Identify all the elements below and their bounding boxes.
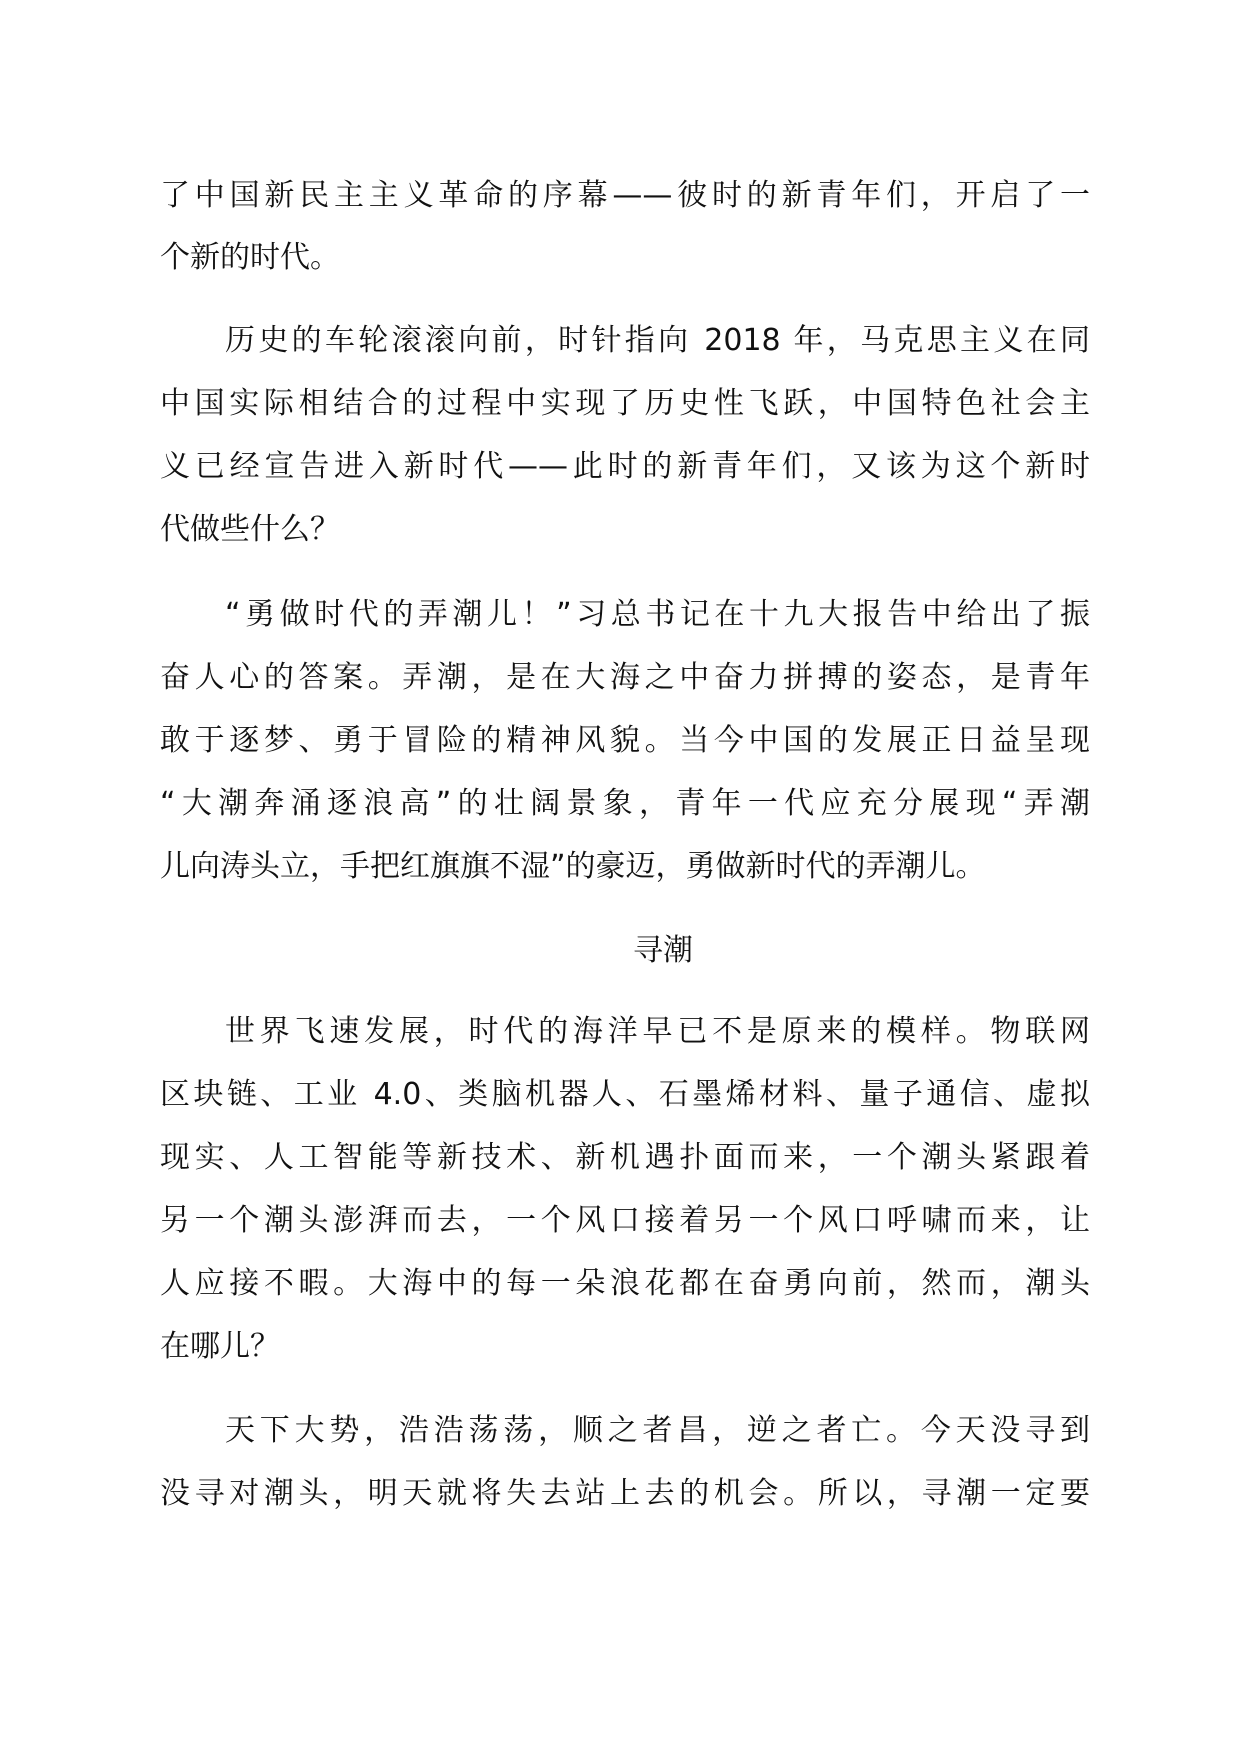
paragraph-3-line-2: 奋人心的答案。弄潮，是在大海之中奋力拼搏的姿态，是青年 — [160, 660, 1090, 695]
section-heading: 寻潮 — [633, 933, 693, 968]
section-paragraph-1-line-1: 世界飞速发展，时代的海洋早已不是原来的模样。物联网 — [225, 1014, 1090, 1049]
section-paragraph-1-line-4: 另一个潮头澎湃而去，一个风口接着另一个风口呼啸而来，让 — [160, 1203, 1090, 1238]
paragraph-2-line-3: 义已经宣告进入新时代——此时的新青年们，又该为这个新时 — [160, 449, 1090, 484]
paragraph-3-line-1: “勇做时代的弄潮儿！”习总书记在十九大报告中给出了振 — [225, 597, 1090, 632]
paragraph-1-line-1: 了中国新民主主义革命的序幕——彼时的新青年们，开启了一 — [160, 178, 1090, 213]
section-paragraph-1-line-6: 在哪儿？ — [160, 1329, 280, 1364]
section-paragraph-2-line-2: 没寻对潮头，明天就将失去站上去的机会。所以，寻潮一定要 — [160, 1476, 1090, 1511]
paragraph-1-line-2: 个新的时代。 — [160, 240, 340, 275]
section-paragraph-1-line-3: 现实、人工智能等新技术、新机遇扑面而来，一个潮头紧跟着 — [160, 1140, 1090, 1175]
paragraph-3-line-4: “大潮奔涌逐浪高”的壮阔景象，青年一代应充分展现“弄潮 — [160, 786, 1090, 821]
paragraph-2-line-2: 中国实际相结合的过程中实现了历史性飞跃，中国特色社会主 — [160, 386, 1090, 421]
section-paragraph-1-line-2: 区块链、工业 4.0、类脑机器人、石墨烯材料、量子通信、虚拟 — [160, 1077, 1090, 1112]
paragraph-3-line-3: 敢于逐梦、勇于冒险的精神风貌。当今中国的发展正日益呈现 — [160, 723, 1090, 758]
section-paragraph-2-line-1: 天下大势，浩浩荡荡，顺之者昌，逆之者亡。今天没寻到 — [225, 1413, 1090, 1448]
paragraph-2-line-1: 历史的车轮滚滚向前，时针指向 2018 年，马克思主义在同 — [225, 323, 1090, 358]
paragraph-3-line-5: 儿向涛头立，手把红旗旗不湿”的豪迈，勇做新时代的弄潮儿。 — [160, 849, 986, 884]
section-paragraph-1-line-5: 人应接不暇。大海中的每一朵浪花都在奋勇向前，然而，潮头 — [160, 1266, 1090, 1301]
paragraph-2-line-4: 代做些什么？ — [160, 512, 340, 547]
